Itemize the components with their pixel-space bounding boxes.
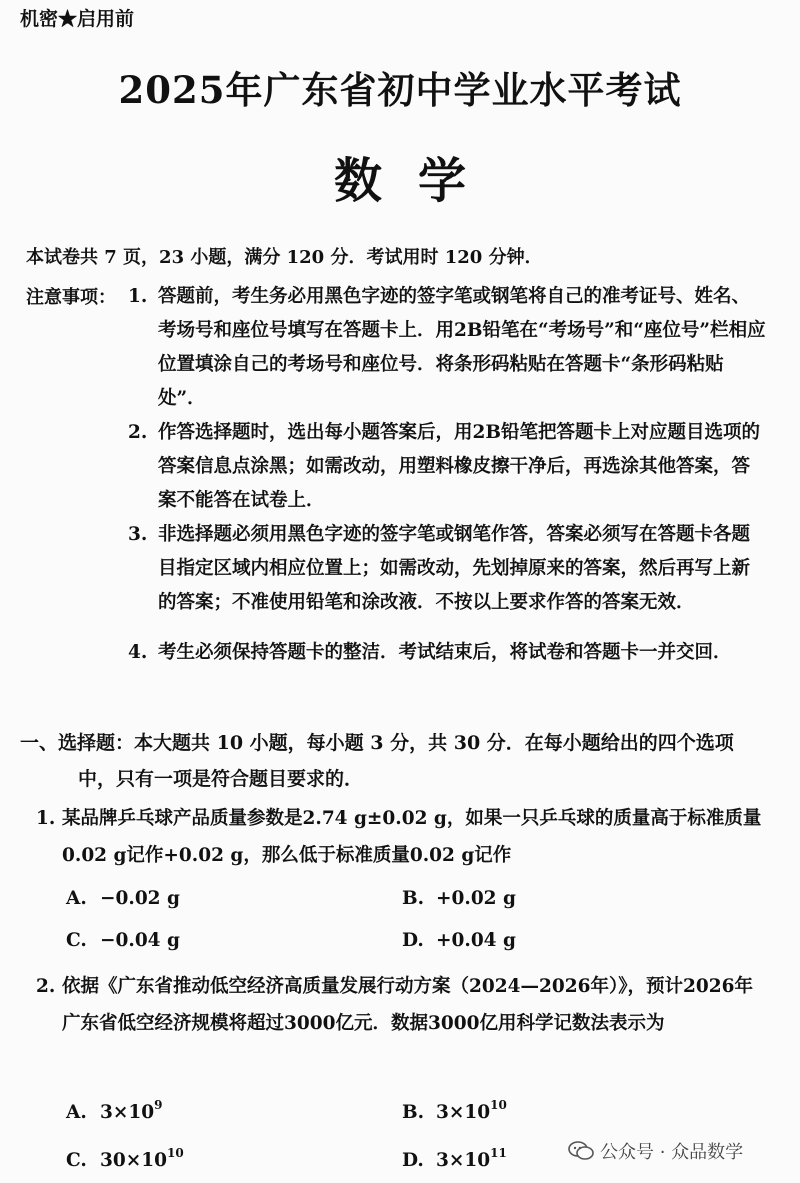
subject-title: 数学 <box>333 153 502 209</box>
notice-item <box>128 280 768 416</box>
notice-item-number: 3. <box>128 524 148 545</box>
option-base: 3×10 <box>100 1102 155 1123</box>
option-exponent: 10 <box>167 1146 184 1160</box>
option-exponent: 9 <box>154 1098 163 1112</box>
option-b <box>402 888 516 909</box>
option-base: 3×10 <box>436 1150 491 1171</box>
option-c <box>66 930 180 951</box>
watermark <box>568 1138 743 1164</box>
notice-item-number: 4. <box>128 642 148 663</box>
option-label: A. <box>66 888 87 909</box>
confidential-label: 机密★启用前 <box>20 8 135 30</box>
question-1 <box>36 800 766 874</box>
notice-item <box>128 416 768 518</box>
option-text: +0.02 g <box>436 888 516 909</box>
option-d <box>402 1146 507 1171</box>
question-number: 2. <box>36 976 56 997</box>
option-exponent: 11 <box>490 1146 507 1160</box>
option-label: B. <box>402 1102 425 1123</box>
option-a <box>66 1098 162 1123</box>
option-label: B. <box>402 888 425 909</box>
exam-title: 2025年广东省初中学业水平考试 <box>118 68 682 112</box>
notice-item-text: 作答选择题时，选出每小题答案后，用2B铅笔把答题卡上对应题目选项的答案信息点涂黑；如需改动，用塑料橡皮擦干净后，再选涂其他答案，答案不能答在试卷上． <box>158 422 761 511</box>
notice-item <box>128 636 768 670</box>
option-c <box>66 1146 184 1171</box>
notice-label: 注意事项： <box>26 287 116 308</box>
option-label: D. <box>402 1150 424 1171</box>
question-text: 依据《广东省推动低空经济高质量发展行动方案（2024—2026年）》，预计2026年广东省低空经济规模将超过3000亿元．数据3000亿用科学记数法表示为 <box>62 976 753 1034</box>
section-heading <box>20 725 770 797</box>
notice-item-number: 2. <box>128 422 148 443</box>
watermark-text: 公众号 · 众品数学 <box>600 1142 744 1163</box>
option-a <box>66 888 180 909</box>
notice-item-text: 非选择题必须用黑色字迹的签字笔或钢笔作答，答案必须写在答题卡各题目指定区域内相应位置上；如需改动，先划掉原来的答案，然后再写上新的答案；不准使用铅笔和涂改液．不按以上要求作答的答案无效． <box>158 524 751 613</box>
option-label: C. <box>66 930 87 951</box>
option-exponent: 10 <box>490 1098 507 1112</box>
option-label: D. <box>402 930 424 951</box>
section-heading-text: 一、选择题：本大题共 10 小题，每小题 3 分，共 30 分．在每小题给出的四个选项中，只有一项是符合题目要求的． <box>20 732 734 790</box>
exam-info: 本试卷共 7 页，23 小题，满分 120 分．考试用时 120 分钟． <box>26 247 543 268</box>
option-text: −0.04 g <box>100 930 180 951</box>
notice-item-text: 考生必须保持答题卡的整洁．考试结束后，将试卷和答题卡一并交回． <box>158 642 732 663</box>
wechat-icon <box>568 1141 594 1161</box>
notice-item-number: 1. <box>128 286 148 307</box>
option-b <box>402 1098 507 1123</box>
option-base: 3×10 <box>436 1102 491 1123</box>
option-text: −0.02 g <box>100 888 180 909</box>
option-label: A. <box>66 1102 87 1123</box>
option-base: 30×10 <box>100 1150 167 1171</box>
option-text: +0.04 g <box>436 930 516 951</box>
question-number: 1. <box>36 808 56 829</box>
notice-item <box>128 518 768 620</box>
notice-item-text: 答题前，考生务必用黑色字迹的签字笔或钢笔将自己的准考证号、姓名、考场号和座位号填写在答题卡上．用2B铅笔在“考场号”和“座位号”栏相应位置填涂自己的考场号和座位号．将条形码粘贴在答题卡“条形码粘贴处”． <box>158 286 766 409</box>
question-2 <box>36 968 766 1042</box>
option-d <box>402 930 516 951</box>
question-text: 某品牌乒乓球产品质量参数是2.74 g±0.02 g，如果一只乒乓球的质量高于标准质量0.02 g记作+0.02 g，那么低于标准质量0.02 g记作 <box>62 808 762 866</box>
option-label: C. <box>66 1150 87 1171</box>
